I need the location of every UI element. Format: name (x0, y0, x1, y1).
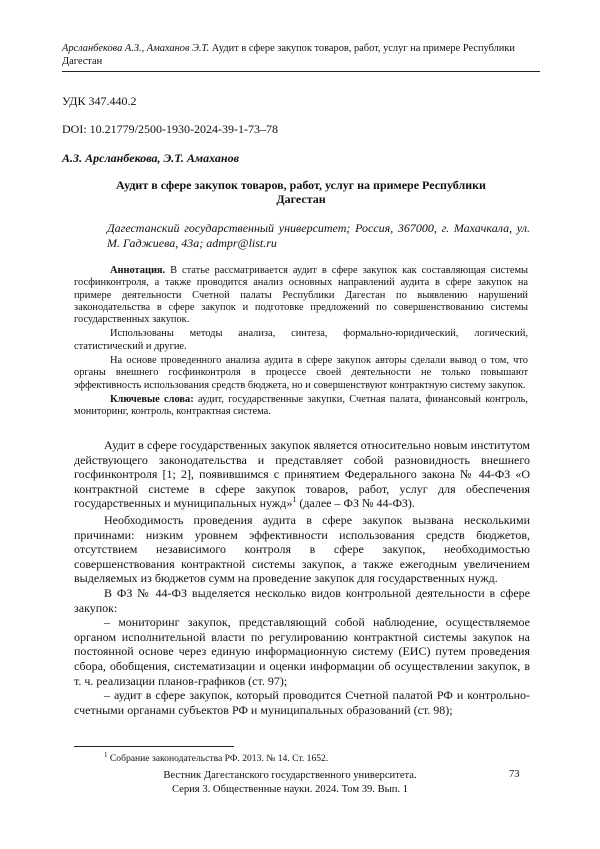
abstract-text-1: В статье рассматривается аудит в сфере закупок как составляющая системы госфинконтроля, а также проводится анализ основных направлений аудита в сфере закупок на примере деятельности Счетной палаты Республики Дагестан по выявлению нарушений законодательства в сфере закупок и подготовке предложений по совершенствованию системы государственных закупок. (74, 265, 528, 326)
running-head-title: Аудит в сфере закупок товаров, работ, услуг на примере Республики Дагестан (62, 43, 515, 67)
body-text-1a: Аудит в сфере государственных закупок является относительно новым институтом действующего законодательства и представляет собой разновидность внешнего госфинконтроля [1; 2], появившимся с принятием Федерального закона № 44-ФЗ «О контрактной системе в сфере закупок товаров, работ, услуг для обеспечения государственных и муниципальных нужд» (74, 438, 530, 511)
doi[interactable]: DOI: 10.21779/2500-1930-2024-39-1-73–78 (62, 122, 278, 136)
body-paragraph-2: Необходимость проведения аудита в сфере закупок вызвана несколькими причинами: низким уровнем эффективности использования средств бюджетов, отсутствием независимого контроля в сфере закупок, необходимостью совершенствования контрактной системы закупок, а также ежегодным увеличением выделяемых из бюджетов сумм на проведение закупок для государственных нужд. (74, 512, 530, 586)
footnote (104, 751, 328, 764)
udc-code: УДК 347.440.2 (62, 94, 137, 108)
footnote-text: Собрание законодательства РФ. 2013. № 14. Ст. 1652. (107, 753, 329, 765)
abstract (74, 265, 528, 421)
footnote-reference[interactable]: 1 (292, 495, 297, 505)
body-text-1b: (далее – ФЗ № 44-ФЗ). (296, 496, 415, 511)
article-body (74, 438, 530, 717)
keywords-text: аудит, государственные закупки, Счетная палата, финансовый контроль, мониторинг, контроль, контрактная система. (74, 393, 528, 418)
body-paragraph-3: В ФЗ № 44-ФЗ выделяется несколько видов контрольной деятельности в сфере закупок: (74, 585, 530, 615)
author-affiliation: Дагестанский государственный университет; Россия, 367000, г. Махачкала, ул. М. Гаджиева, 43а; admpr@list.ru (107, 221, 530, 250)
running-head (62, 42, 540, 68)
footer-line-1: Вестник Дагестанского государственного университета. (163, 770, 417, 781)
running-head-authors: Арсланбекова А.З., Амаханов Э.Т. (62, 43, 210, 54)
footnote-rule (74, 746, 234, 747)
abstract-paragraph-3: На основе проведенного анализа аудита в сфере закупок авторы сделали вывод о том, что органы внешнего госфинконтроля в процессе своей деятельности не только повышают эффективность использования средств бюджета, но и совершенствуют контрактную систему закупок. (74, 355, 528, 391)
article-authors: А.З. Арсланбекова, Э.Т. Амаханов (62, 151, 239, 165)
footer-line-2: Серия 3. Общественные науки. 2024. Том 39. Вып. 1 (171, 784, 409, 795)
body-paragraph-4: – мониторинг закупок, представляющий собой наблюдение, осуществляемое органом исполнительной власти по регулированию контрактной системы закупок на постоянной основе через единую информационную систему (ЕИС) путем проведения сбора, обобщения, систематизации и оценки информации об осуществлении закупок, в т. ч. реализации планов-графиков (ст. 97); (74, 615, 530, 688)
footnote-mark: 1 (104, 751, 108, 759)
keywords-label: Ключевые слова: (110, 393, 194, 405)
keywords-paragraph (74, 394, 528, 419)
abstract-paragraph-2: Использованы методы анализа, синтеза, формально-юридический, логический, статистический и другие. (74, 328, 528, 352)
page-number: 73 (509, 769, 520, 780)
body-paragraph-5: – аудит в сфере закупок, который проводится Счетной палатой РФ и контрольно-счетными органами субъектов РФ и муниципальных образований (ст. 98); (74, 688, 530, 717)
journal-footer (110, 769, 470, 797)
header-rule (62, 71, 540, 72)
body-paragraph-1 (74, 438, 530, 511)
abstract-label: Аннотация. (110, 265, 166, 276)
abstract-paragraph-1 (74, 265, 528, 326)
article-title: Аудит в сфере закупок товаров, работ, услуг на примере Республики Дагестан (116, 178, 486, 206)
